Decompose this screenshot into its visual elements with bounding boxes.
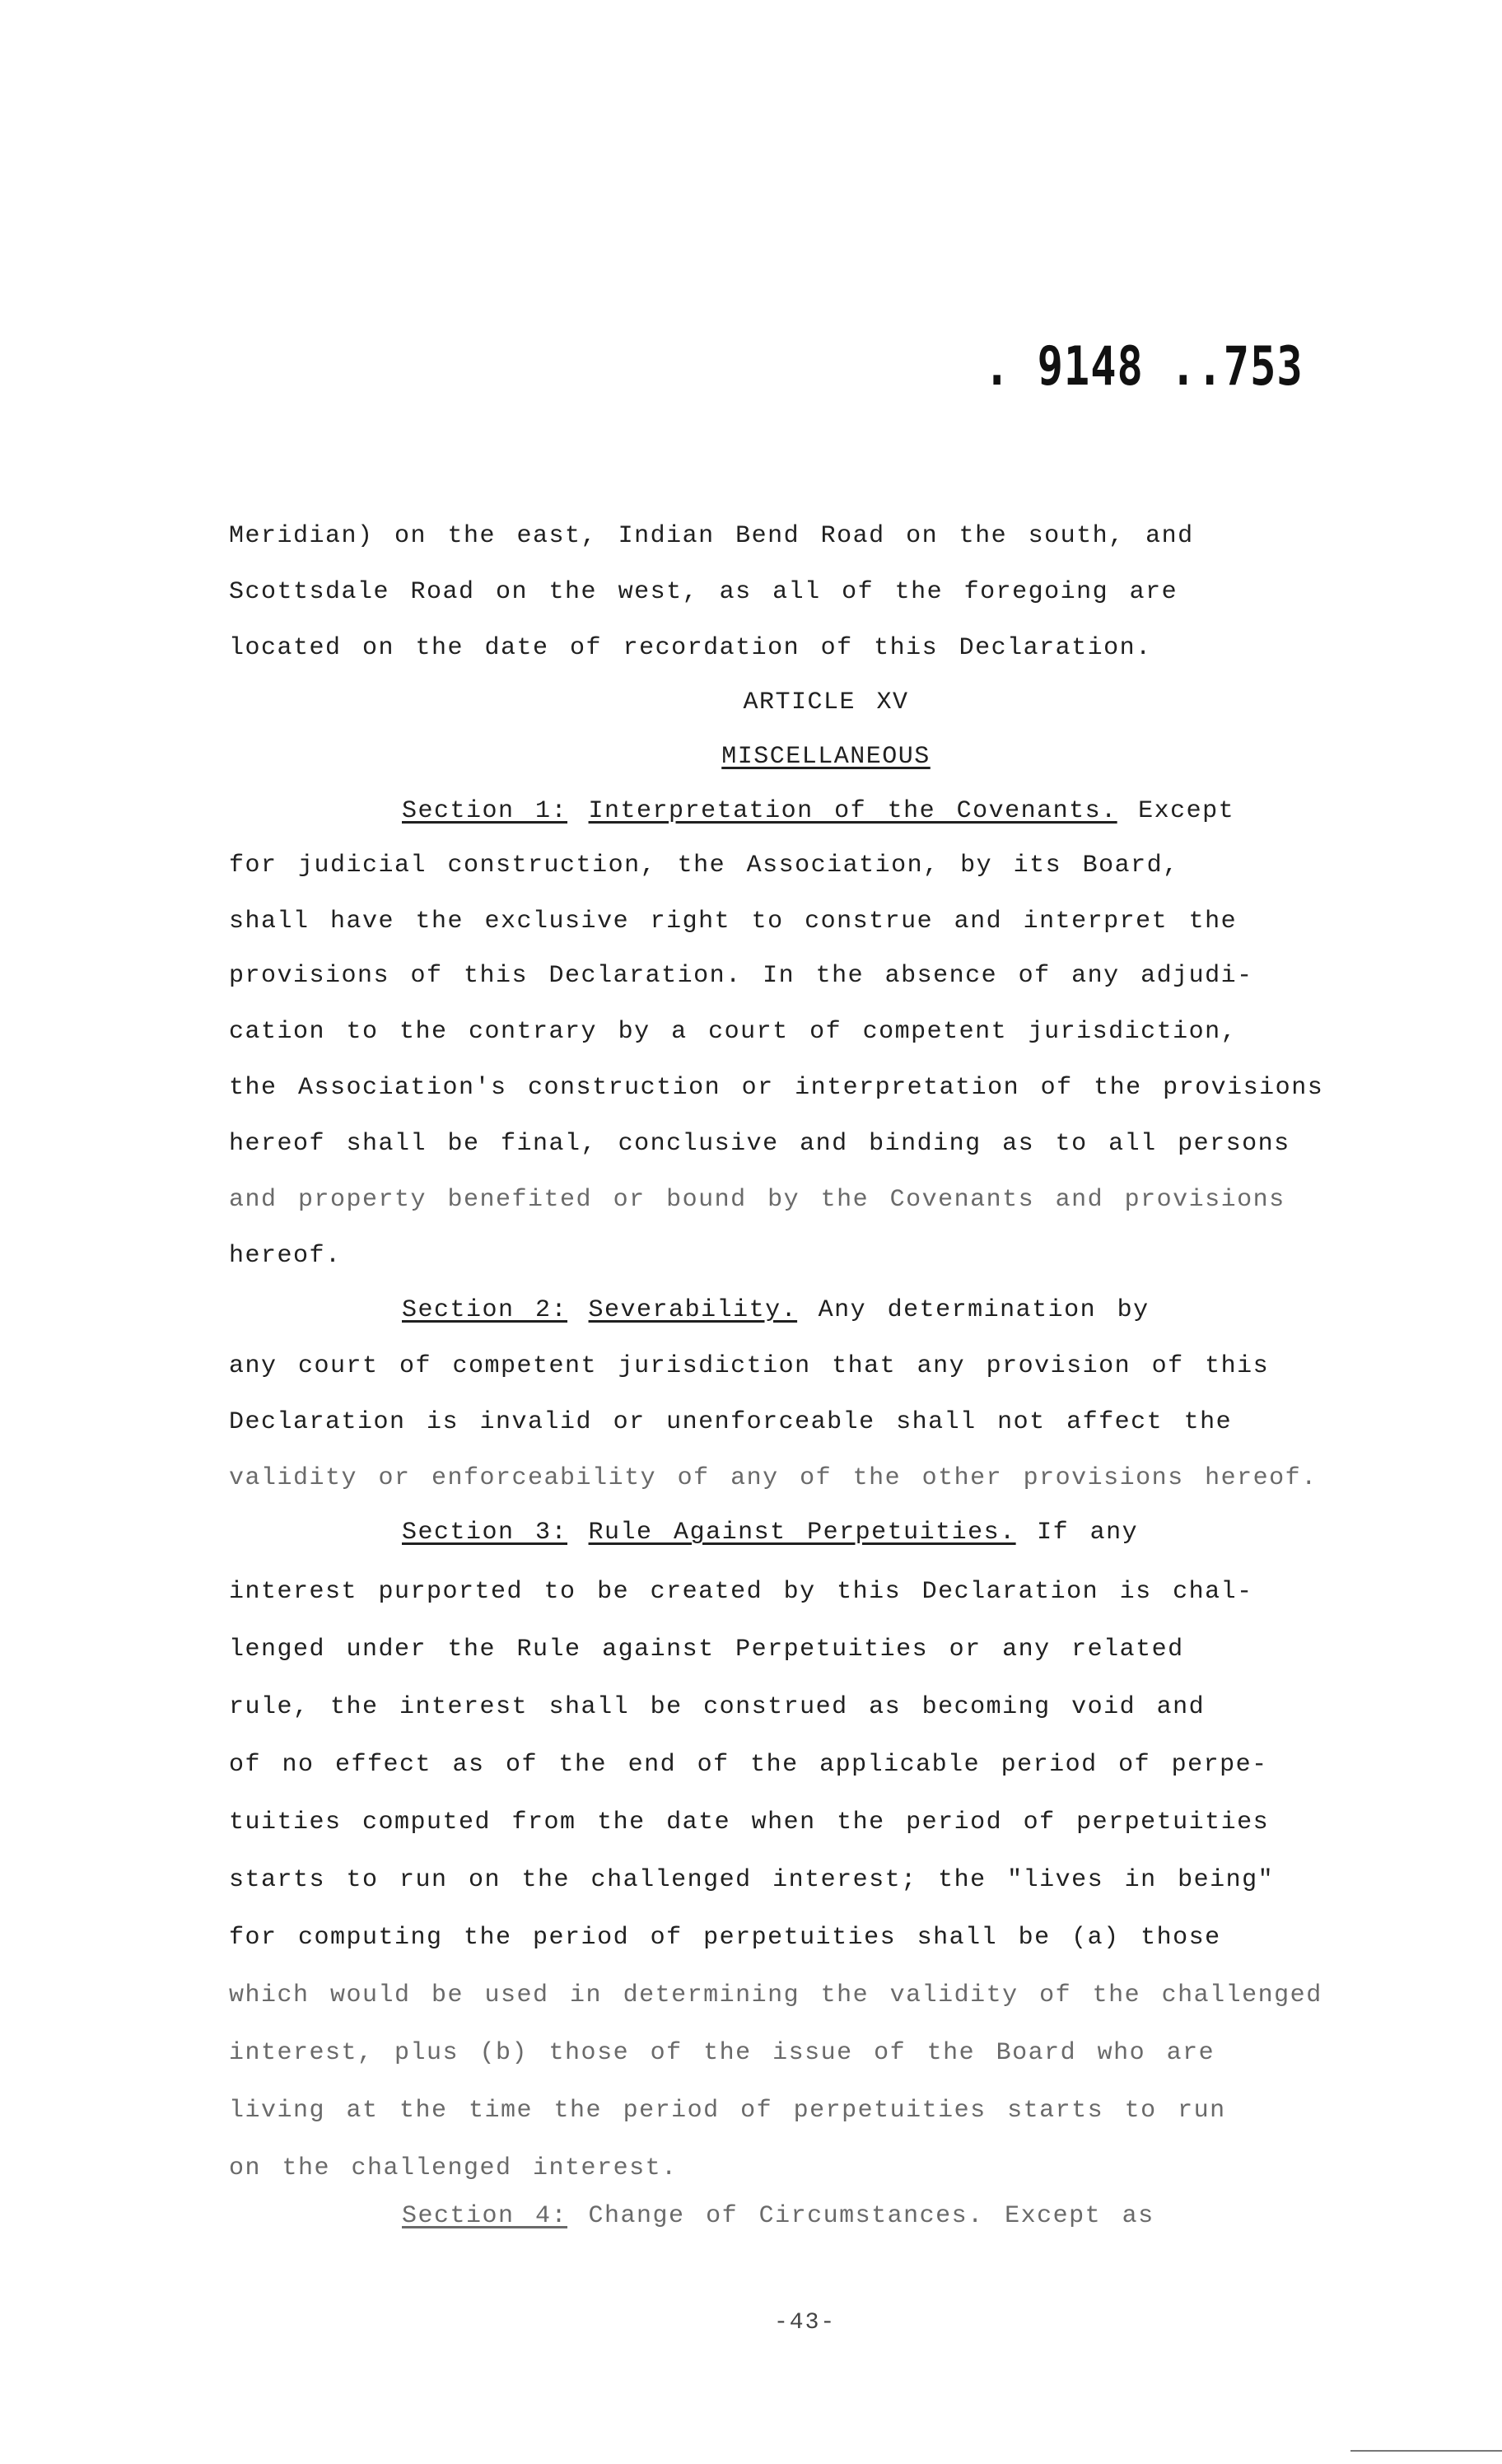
section-1-title: Interpretation of the Covenants. (588, 797, 1117, 825)
section-3-line: which would be used in determining the validity of the challenged (229, 1981, 1322, 2009)
section-3-line: tuities computed from the date when the period of perpetuities (229, 1808, 1270, 1836)
article-heading-text: MISCELLANEOUS (721, 743, 931, 771)
body-line: located on the date of recordation of this Declaration. (229, 634, 1152, 662)
section-3-line: lenged under the Rule against Perpetuities or any related (229, 1636, 1184, 1664)
section-2-lead: Any determination by (818, 1296, 1150, 1324)
section-3-label: Section 3: (402, 1519, 568, 1547)
section-2-line: Declaration is invalid or unenforceable shall not affect the (229, 1408, 1233, 1436)
section-1-line: provisions of this Declaration. In the absence of any adjudi- (229, 962, 1253, 990)
section-1-lead: Except (1138, 797, 1235, 825)
section-2-line: validity or enforceability of any of the other provisions hereof. (229, 1464, 1318, 1492)
record-number: . 9148 ..753 (984, 336, 1304, 398)
section-1-line: hereof shall be final, conclusive and binding as to all persons (229, 1130, 1290, 1158)
bottom-edge-rule (1350, 2450, 1502, 2452)
section-3-line: interest, plus (b) those of the issue of the Board who are (229, 2039, 1215, 2067)
section-4-title: Change of Circumstances. (588, 2202, 984, 2230)
section-3-line: interest purported to be created by this Declaration is chal- (229, 1578, 1253, 1606)
section-2-title: Severability. (588, 1296, 798, 1324)
section-4-heading (229, 2204, 1502, 2228)
section-1-heading (229, 799, 1502, 824)
section-3-title: Rule Against Perpetuities. (588, 1519, 1016, 1547)
section-1-line: shall have the exclusive right to construe and interpret the (229, 908, 1238, 936)
section-3-line: living at the time the period of perpetuities starts to run (229, 2097, 1226, 2125)
section-3-line: for computing the period of perpetuities shall be (a) those (229, 1924, 1221, 1952)
article-title: ARTICLE XV (743, 688, 909, 716)
section-4-lead: Except as (1005, 2202, 1154, 2230)
section-3-line: starts to run on the challenged interest; the "lives in being" (229, 1866, 1275, 1894)
body-line: Scottsdale Road on the west, as all of the foregoing are (229, 578, 1178, 606)
section-1-line: the Association's construction or interpretation of the provisions (229, 1074, 1324, 1102)
section-1-label: Section 1: (402, 797, 568, 825)
section-2-label: Section 2: (402, 1296, 568, 1324)
section-3-line: rule, the interest shall be construed as becoming void and (229, 1693, 1206, 1721)
section-3-lead: If any (1037, 1519, 1139, 1547)
section-1-line: for judicial construction, the Association, by its Board, (229, 852, 1179, 880)
section-3-line: on the challenged interest. (229, 2154, 678, 2182)
section-4-label: Section 4: (402, 2202, 568, 2230)
section-1-line: hereof. (229, 1242, 342, 1270)
body-line: Meridian) on the east, Indian Bend Road on the south, and (229, 522, 1194, 550)
section-3-heading (229, 1520, 1502, 1545)
section-1-line: and property benefited or bound by the Covenants and provisions (229, 1186, 1285, 1214)
article-heading (229, 744, 1423, 769)
section-3-line: of no effect as of the end of the applicable period of perpe- (229, 1751, 1268, 1779)
page-number: -43- (774, 2310, 837, 2336)
section-2-line: any court of competent jurisdiction that any provision of this (229, 1352, 1270, 1380)
section-1-line: cation to the contrary by a court of competent jurisdiction, (229, 1018, 1238, 1046)
section-2-heading (229, 1298, 1502, 1323)
